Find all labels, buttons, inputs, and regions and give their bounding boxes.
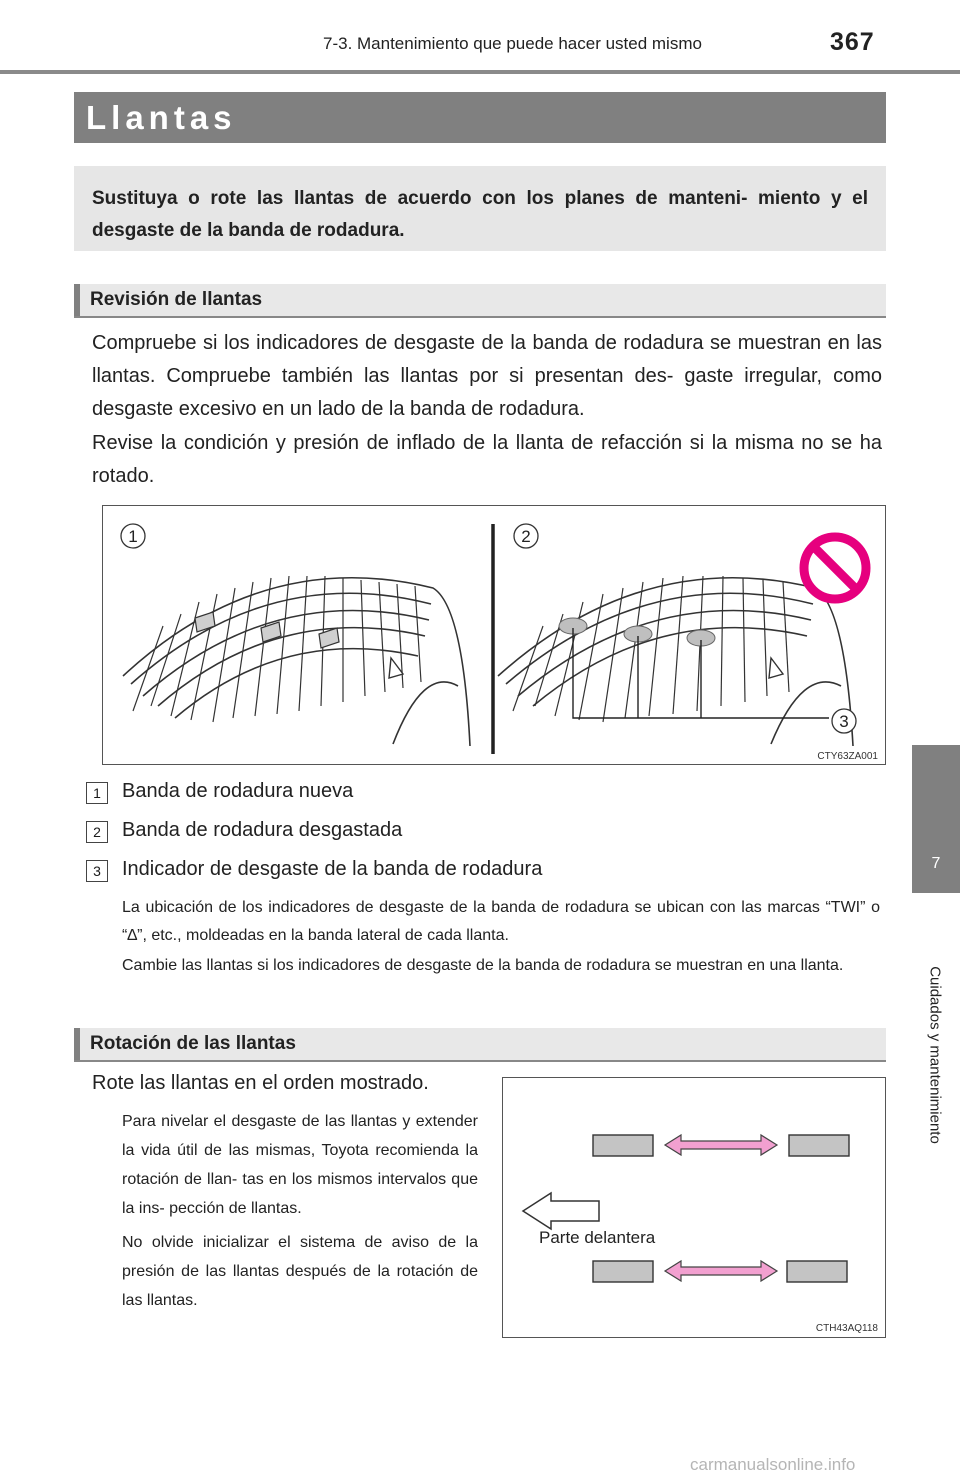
callout-2: 2 bbox=[521, 527, 531, 546]
front-label: Parte delantera bbox=[539, 1228, 656, 1247]
header-rule bbox=[0, 70, 960, 74]
callout-3: 3 bbox=[839, 712, 849, 731]
legend-number-3: 3 bbox=[86, 860, 108, 882]
rotation-note-2: No olvide inicializar el sistema de aviso de la presión de las llantas después de la rotación de las llantas. bbox=[122, 1234, 478, 1309]
inspection-paragraph-2: Revise la condición y presión de inflado de la llanta de refacción si la misma no se ha rotado. bbox=[92, 432, 882, 487]
legend-text-2: Banda de rodadura desgastada bbox=[122, 819, 403, 841]
wear-note-2: Cambie las llantas si los indicadores de desgaste de la banda de rodadura se muestran en una llanta. bbox=[122, 957, 844, 974]
intro-text: Sustituya o rote las llantas de acuerdo con los planes de manteni- miento y el desgaste de la banda de rodadura. bbox=[92, 188, 868, 241]
rotation-note-1: Para nivelar el desgaste de las llantas y extender la vida útil de las mismas, Toyota recomienda la rotación de llan- tas en los mismos intervalos que la ins- pección de llantas. bbox=[122, 1113, 478, 1217]
tire-front-right-icon bbox=[789, 1135, 849, 1156]
rotation-diagram bbox=[503, 1078, 885, 1337]
chapter-title-bar bbox=[74, 92, 886, 143]
prohibited-icon bbox=[804, 537, 866, 599]
section-heading-tire-inspection bbox=[74, 284, 886, 318]
page-number: 367 bbox=[830, 28, 875, 56]
tire-rear-left-icon bbox=[593, 1261, 653, 1282]
figure-code-2: CTH43AQ118 bbox=[815, 1323, 878, 1334]
rotation-lead: Rote las llantas en el orden mostrado. bbox=[92, 1072, 429, 1094]
tread-wear-figure bbox=[102, 505, 886, 765]
rotation-arrow-rear-icon bbox=[665, 1261, 777, 1281]
worn-tread-tire bbox=[498, 576, 853, 746]
wear-note-1: La ubicación de los indicadores de desgaste de la banda de rodadura se ubican con las marcas “TWI” o “∆”, etc., moldeadas en la banda lateral de cada llanta. bbox=[122, 899, 880, 944]
callout-1: 1 bbox=[128, 527, 138, 546]
section-heading-tire-rotation bbox=[74, 1028, 886, 1062]
rotation-notes bbox=[122, 1107, 478, 1315]
intro-box bbox=[74, 166, 886, 251]
section-heading-text: Revisión de llantas bbox=[90, 289, 263, 310]
rotation-figure bbox=[502, 1077, 886, 1338]
front-direction-arrow-icon bbox=[523, 1193, 599, 1229]
wear-notes bbox=[122, 894, 880, 980]
chapter-title: Llantas bbox=[86, 99, 237, 136]
chapter-tab-number: 7 bbox=[931, 855, 941, 872]
inspection-paragraph-1: Compruebe si los indicadores de desgaste de la banda de rodadura se muestran en las llantas. Compruebe también las llantas por si presentan des- gaste irregular, como desgaste excesivo en un lado de la banda de rodadura. bbox=[92, 332, 882, 420]
legend-number-2: 2 bbox=[86, 821, 108, 843]
legend-text-1: Banda de rodadura nueva bbox=[122, 780, 354, 802]
section-heading-text: Rotación de las llantas bbox=[90, 1033, 296, 1054]
running-header: 7-3. Mantenimiento que puede hacer usted mismo bbox=[323, 34, 702, 53]
rotation-arrow-front-icon bbox=[665, 1135, 777, 1155]
chapter-tab bbox=[912, 745, 960, 893]
legend-number-1: 1 bbox=[86, 782, 108, 804]
new-tread-tire bbox=[123, 576, 470, 746]
figure-code-1: CTY63ZA001 bbox=[817, 751, 878, 762]
watermark: carmanualsonline.info bbox=[690, 1455, 856, 1474]
chapter-tab-label-container bbox=[905, 910, 960, 1200]
chapter-tab-label: Cuidados y mantenimiento bbox=[926, 966, 944, 1144]
tire-front-left-icon bbox=[593, 1135, 653, 1156]
tread-wear-illustration bbox=[103, 506, 885, 764]
tire-rear-right-icon bbox=[787, 1261, 847, 1282]
legend-text-3: Indicador de desgaste de la banda de rodadura bbox=[122, 858, 543, 880]
